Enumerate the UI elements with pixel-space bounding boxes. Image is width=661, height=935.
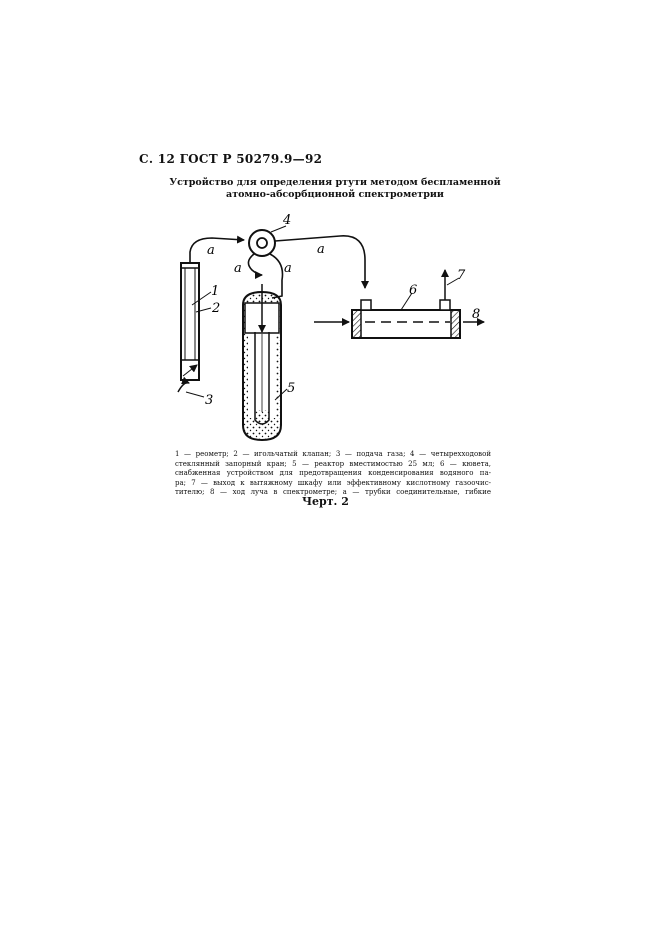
figure-title-line-1: Устройство для определения ртути методом беспламенной	[169, 177, 501, 188]
page-header: С. 12 ГОСТ Р 50279.9—92	[139, 152, 323, 166]
leader-3	[186, 392, 204, 397]
label-3: 3	[205, 393, 214, 408]
caption-line: 1 — реометр; 2 — игольчатый клапан; 3 — подача газа; 4 — четырехходовой	[175, 450, 491, 458]
figure-caption	[175, 450, 491, 498]
tube-a-rheometer	[190, 238, 244, 263]
label-a-2: a	[317, 242, 325, 257]
reactor	[243, 284, 281, 440]
figure-label: Черт. 2	[302, 495, 349, 508]
rheometer	[181, 263, 199, 380]
tube-a-loop-left	[248, 254, 262, 275]
label-2: 2	[212, 301, 221, 316]
cuvette	[352, 293, 460, 338]
label-5: 5	[287, 381, 296, 396]
label-7: 7	[457, 268, 466, 283]
label-8: 8	[472, 307, 481, 322]
figure-title-line-2: атомно-абсорбционной спектрометрии	[226, 189, 444, 200]
label-6: 6	[409, 283, 418, 298]
gas-supply-line	[178, 383, 189, 392]
label-a-3: a	[234, 261, 242, 276]
label-1: 1	[211, 284, 220, 299]
caption-line: стеклянный запорный кран; 5 — реактор вместимостью 25 мл; 6 — кювета,	[175, 459, 491, 468]
label-a-1: a	[207, 243, 215, 258]
tube-a-loop-right	[270, 254, 283, 298]
label-a-4: a	[284, 261, 292, 276]
caption-line: снабженная устройством для предотвращения конденсирования водяного па-	[175, 469, 491, 477]
caption-line: ра; 7 — выход к вытяжному шкафу или эффективному кислотному газоочис-	[175, 478, 491, 487]
label-4: 4	[283, 213, 292, 228]
caption-line: тителю; 8 — ход луча в спектрометре; a — трубки соединительные, гибкие	[175, 488, 491, 496]
